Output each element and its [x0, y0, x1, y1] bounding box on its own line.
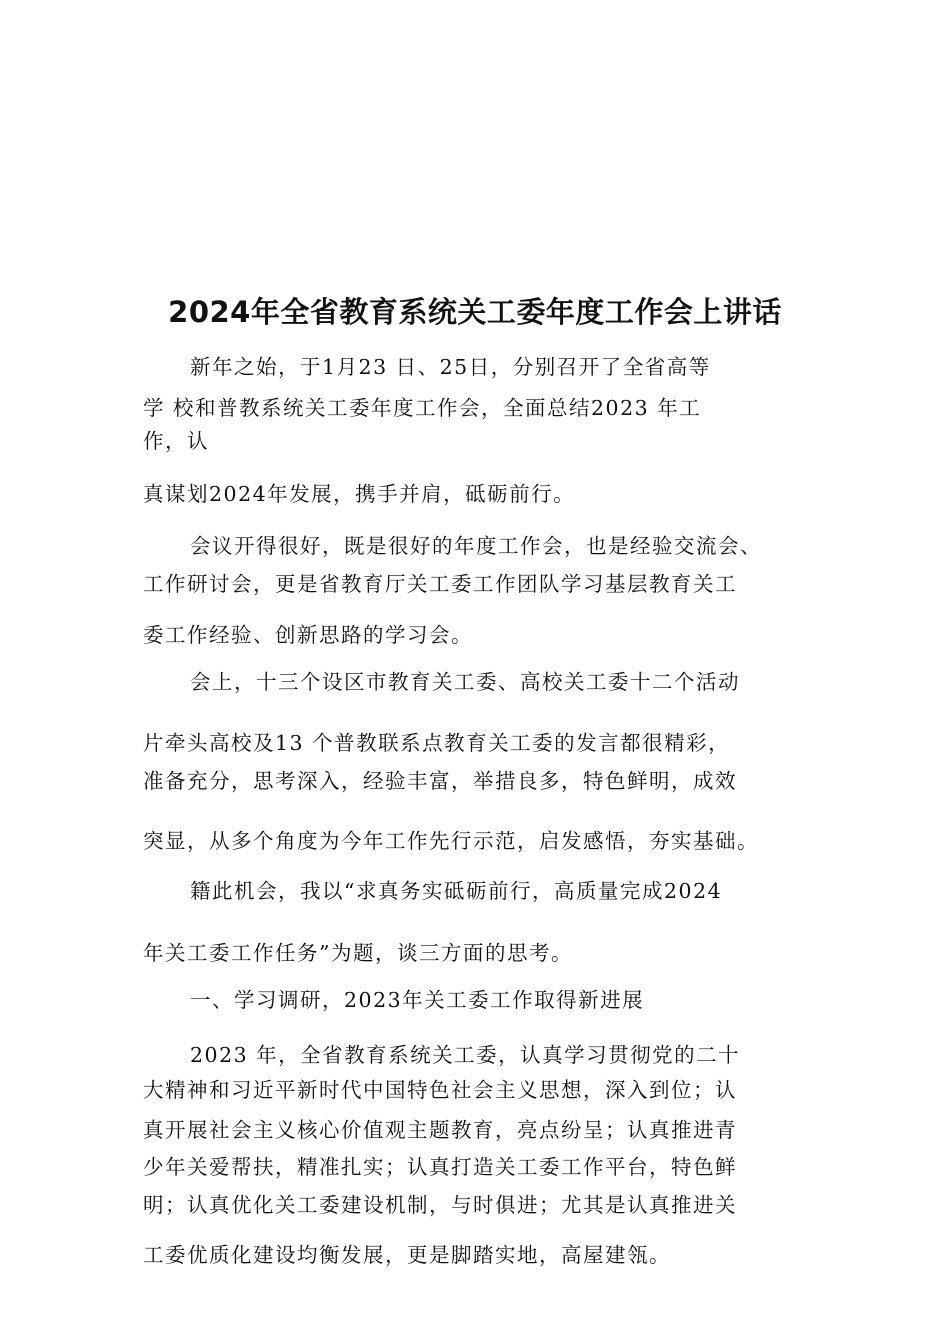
paragraph-line: 真谋划2024年发展，携手并肩，砥砺前行。 [143, 482, 576, 506]
paragraph-line: 真开展社会主义核心价值观主题教育，亮点纷呈；认真推进青 [143, 1118, 737, 1142]
paragraph-line: 作，认 [143, 429, 209, 453]
paragraph-line: 2023 年，全省教育系统关工委，认真学习贯彻党的二十 [190, 1043, 741, 1067]
paragraph-line: 年关工委工作任务”为题，谈三方面的思考。 [143, 941, 573, 965]
paragraph-line: 突显，从多个角度为今年工作先行示范，启发感悟，夯实基础。 [143, 829, 759, 853]
paragraph-line: 籍此机会，我以“求真务实砥砺前行，高质量完成2024 [190, 879, 723, 903]
paragraph-line: 片牵头高校及13 个普教联系点教育关工委的发言都很精彩， [143, 731, 731, 755]
paragraph-line: 委工作经验、创新思路的学习会。 [143, 623, 473, 647]
paragraph-line: 学 校和普教系统关工委年度工作会，全面总结2023 年工 [143, 396, 702, 420]
section-heading: 一、学习调研，2023年关工委工作取得新进展 [190, 988, 645, 1012]
paragraph-line: 工作研讨会，更是省教育厅关工委工作团队学习基层教育关工 [143, 572, 737, 596]
paragraph-line: 少年关爱帮扶，精准扎实；认真打造关工委工作平台，特色鲜 [143, 1155, 737, 1179]
paragraph-line: 准备充分，思考深入，经验丰富，举措良多，特色鲜明，成效 [143, 769, 737, 793]
paragraph-line: 大精神和习近平新时代中国特色社会主义思想，深入到位；认 [143, 1078, 737, 1102]
paragraph-line: 会议开得很好，既是很好的年度工作会，也是经验交流会、 [190, 534, 762, 558]
paragraph-line: 会上，十三个设区市教育关工委、高校关工委十二个活动 [190, 670, 740, 694]
document-title: 2024年全省教育系统关工委年度工作会上讲话 [168, 295, 782, 329]
paragraph-line: 新年之始，于1月23 日、25日，分别召开了全省高等 [190, 355, 711, 379]
paragraph-line: 明；认真优化关工委建设机制，与时俱进；尤其是认真推进关 [143, 1193, 737, 1217]
paragraph-line: 工委优质化建设均衡发展，更是脚踏实地，高屋建瓴。 [143, 1243, 671, 1267]
